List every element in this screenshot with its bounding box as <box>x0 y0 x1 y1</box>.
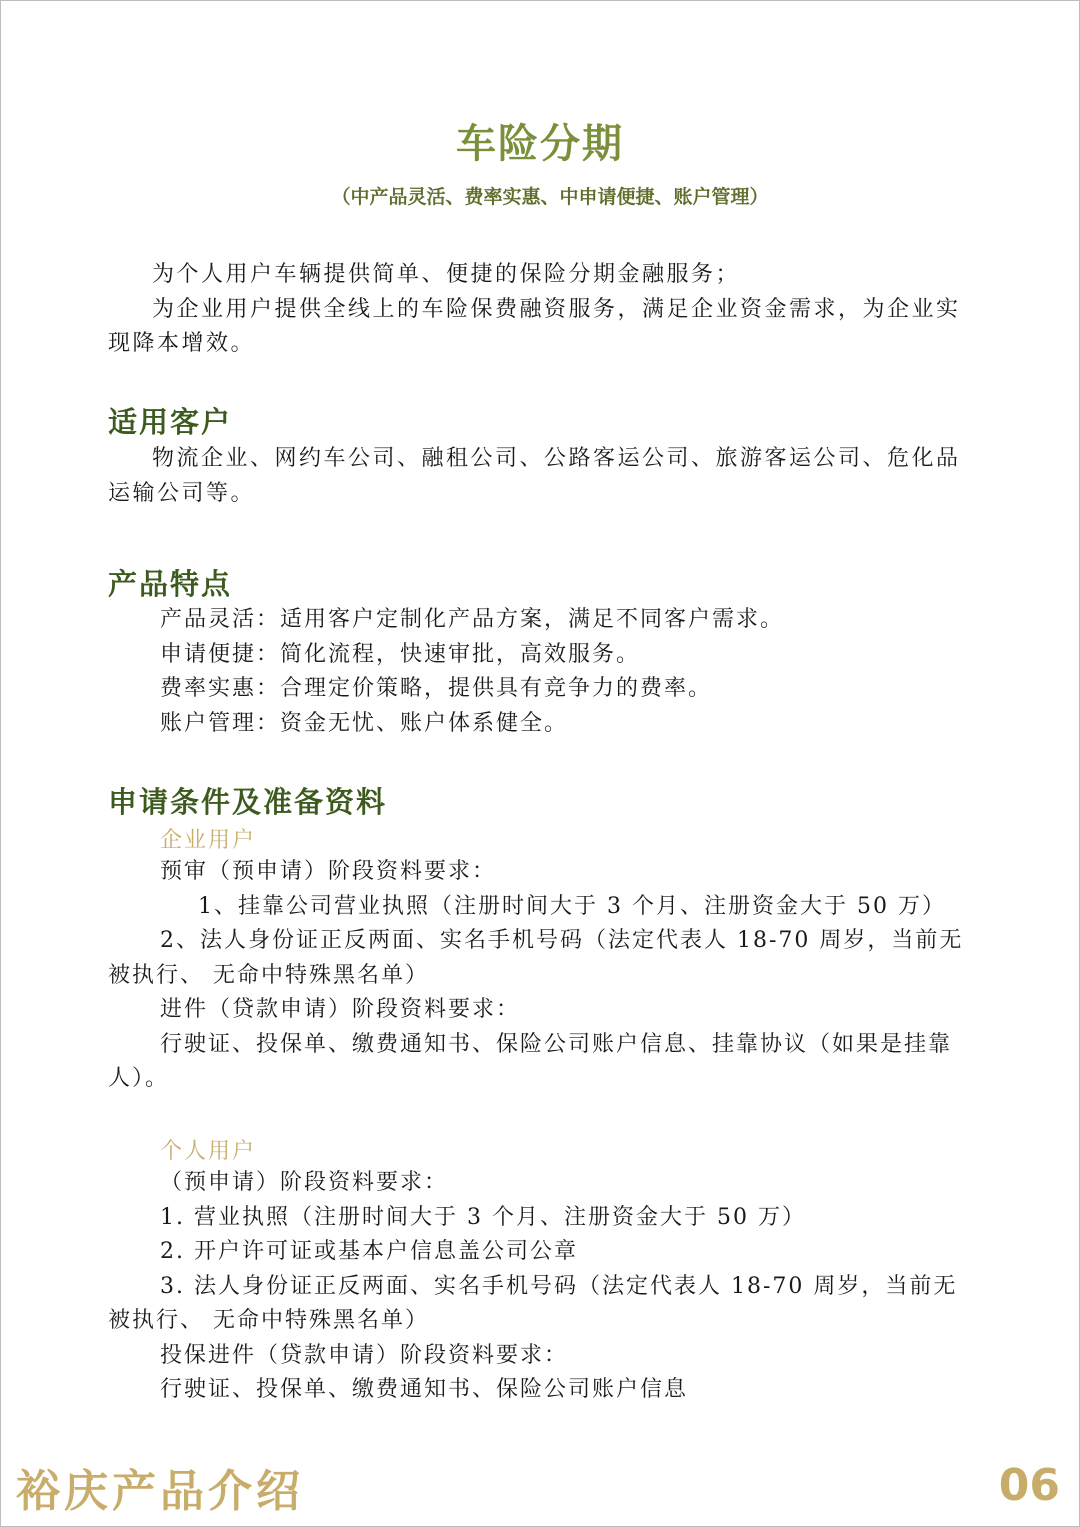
page-number: 06 <box>998 1460 1060 1511</box>
enterprise-list <box>108 855 978 1097</box>
personal-label: 个人用户 <box>160 1139 257 1164</box>
customers-text: 物流企业、网约车公司、融租公司、公路客运公司、旅游客运公司、危化品运输公司等。 <box>108 446 961 506</box>
page-title: 车险分期 <box>456 121 624 167</box>
feature-item: 账户管理：资金无忧、账户体系健全。 <box>160 710 569 736</box>
requirements-heading: 申请条件及准备资料 <box>108 785 388 819</box>
intro-block <box>108 258 978 362</box>
personal-line: 投保进件（贷款申请）阶段资料要求： <box>160 1342 569 1368</box>
personal-line: 行驶证、投保单、缴费通知书、保险公司账户信息 <box>160 1377 689 1402</box>
personal-line: （预申请）阶段资料要求： <box>160 1170 449 1195</box>
enterprise-label: 企业用户 <box>160 828 257 853</box>
personal-line: 2. 开户许可证或基本户信息盖公司公章 <box>160 1239 578 1264</box>
enterprise-line: 预审（预申请）阶段资料要求： <box>160 859 497 884</box>
enterprise-line: 行驶证、投保单、缴费通知书、保险公司账户信息、挂靠协议（如果是挂靠人）。 <box>108 1031 953 1091</box>
intro-line-1: 为个人用户车辆提供简单、便捷的保险分期金融服务； <box>152 262 741 287</box>
feature-item: 申请便捷：简化流程，快速审批，高效服务。 <box>160 641 641 667</box>
features-list <box>108 603 978 741</box>
personal-line: 1. 营业执照（注册时间大于 3 个月、注册资金大于 50 万） <box>160 1204 806 1230</box>
feature-item: 产品灵活：适用客户定制化产品方案，满足不同客户需求。 <box>160 607 785 632</box>
feature-item: 费率实惠：合理定价策略，提供具有竞争力的费率。 <box>160 676 713 701</box>
personal-line: 3. 法人身份证正反两面、实名手机号码（法定代表人 18-70 周岁，当前无被执行、 无命中特殊黑名单） <box>108 1273 958 1333</box>
personal-list <box>108 1166 978 1408</box>
footer-brand: 裕庆产品介绍 <box>16 1466 304 1517</box>
customers-heading: 适用客户 <box>108 405 233 439</box>
features-heading: 产品特点 <box>108 567 233 601</box>
enterprise-line: 进件（贷款申请）阶段资料要求： <box>160 997 521 1022</box>
page-subtitle: （中产品灵活、费率实惠、中申请便捷、账户管理） <box>331 186 769 208</box>
intro-line-2: 为企业用户提供全线上的车险保费融资服务，满足企业资金需求，为企业实现降本增效。 <box>108 296 961 356</box>
enterprise-line: 2、法人身份证正反两面、实名手机号码（法定代表人 18-70 周岁，当前无被执行、 无命中特殊黑名单） <box>108 928 964 988</box>
enterprise-line: 1、挂靠公司营业执照（注册时间大于 3 个月、注册资金大于 50 万） <box>198 893 946 919</box>
customers-text-block <box>108 442 978 511</box>
